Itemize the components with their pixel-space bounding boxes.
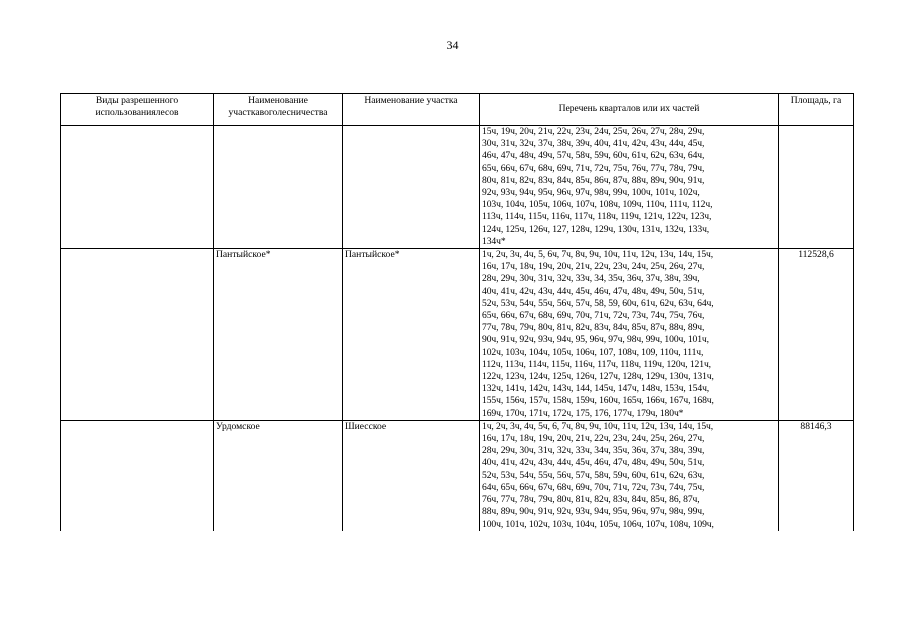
cell-site: Пантыйское* — [343, 249, 480, 421]
quarters-line: 155ч, 156ч, 157ч, 158ч, 159ч, 160ч, 165ч, 166ч, 167ч, 168ч, — [482, 395, 714, 407]
quarters-line: 122ч, 123ч, 124ч, 125ч, 126ч, 127ч, 128ч, 129ч, 130ч, 131ч, — [482, 371, 714, 383]
header-area: Площадь, га — [779, 94, 854, 126]
quarters-line: 15ч, 19ч, 20ч, 21ч, 22ч, 23ч, 24ч, 25ч, 26ч, 27ч, 28ч, 29ч, — [482, 126, 705, 137]
quarters-line: 1ч, 2ч, 3ч, 4ч, 5, 6ч, 7ч, 8ч, 9ч, 10ч, 11ч, 12ч, 13ч, 14ч, 15ч, — [482, 249, 714, 261]
quarters-line: 28ч, 29ч, 30ч, 31ч, 32ч, 33ч, 34ч, 35ч, 36ч, 37ч, 38ч, 39ч, — [482, 445, 705, 457]
quarters-line: 76ч, 77ч, 78ч, 79ч, 80ч, 81ч, 82ч, 83ч, 84ч, 85ч, 86, 87ч, — [482, 494, 700, 506]
cell-use-type — [61, 420, 214, 530]
table-row — [61, 126, 854, 249]
quarters-line: 132ч, 141ч, 142ч, 143ч, 144, 145ч, 147ч, 148ч, 153ч, 154ч, — [482, 383, 710, 395]
quarters-line: 169ч, 170ч, 171ч, 172ч, 175, 176, 177ч, 179ч, 180ч* — [482, 407, 684, 419]
cell-quarters — [480, 249, 779, 421]
header-quarters: Перечень кварталов или их частей — [480, 94, 779, 126]
quarters-line: 102ч, 103ч, 104ч, 105ч, 106ч, 107, 108ч, 109, 110ч, 111ч, — [482, 346, 704, 358]
quarters-line: 64ч, 65ч, 66ч, 67ч, 68ч, 69ч, 70ч, 71ч, 72ч, 73ч, 74ч, 75ч, — [482, 481, 705, 493]
header-use-type: Виды разрешенного использованиялесов — [61, 94, 214, 126]
cell-site — [343, 126, 480, 249]
header-site: Наименование участка — [343, 94, 480, 126]
cell-area — [779, 126, 854, 249]
cell-area: 88146,3 — [779, 420, 854, 530]
quarters-line: 124ч, 125ч, 126ч, 127, 128ч, 129ч, 130ч, 131ч, 132ч, 133ч, — [482, 223, 710, 235]
cell-forestry — [214, 126, 343, 249]
cell-forestry: Урдомское — [214, 420, 343, 530]
cell-area: 112528,6 — [779, 249, 854, 421]
page-number: 34 — [446, 38, 459, 52]
cell-site: Шиесское — [343, 420, 480, 530]
quarters-line: 90ч, 91ч, 92ч, 93ч, 94ч, 95, 96ч, 97ч, 98ч, 99ч, 100ч, 101ч, — [482, 334, 709, 346]
table-header-row — [61, 94, 854, 126]
quarters-line: 134ч* — [482, 235, 506, 247]
quarters-line: 46ч, 47ч, 48ч, 49ч, 57ч, 58ч, 59ч, 60ч, 61ч, 62ч, 63ч, 64ч, — [482, 150, 705, 162]
quarters-line: 77ч, 78ч, 79ч, 80ч, 81ч, 82ч, 83ч, 84ч, 85ч, 87ч, 88ч, 89ч, — [482, 322, 705, 334]
quarters-line: 112ч, 113ч, 114ч, 115ч, 116ч, 117ч, 118ч, 119ч, 120ч, 121ч, — [482, 358, 711, 370]
quarters-line: 16ч, 17ч, 18ч, 19ч, 20ч, 21ч, 22ч, 23ч, 24ч, 25ч, 26ч, 27ч, — [482, 261, 705, 273]
quarters-line: 113ч, 114ч, 115ч, 116ч, 117ч, 118ч, 119ч, 121ч, 122ч, 123ч, — [482, 211, 712, 223]
forest-use-table — [60, 93, 854, 531]
quarters-line: 1ч, 2ч, 3ч, 4ч, 5ч, 6, 7ч, 8ч, 9ч, 10ч, 11ч, 12ч, 13ч, 14ч, 15ч, — [482, 420, 714, 432]
quarters-line: 28ч, 29ч, 30ч, 31ч, 32ч, 33ч, 34, 35ч, 36ч, 37ч, 38ч, 39ч, — [482, 273, 700, 285]
quarters-line: 52ч, 53ч, 54ч, 55ч, 56ч, 57ч, 58, 59, 60ч, 61ч, 62ч, 63ч, 64ч, — [482, 297, 714, 309]
quarters-line: 40ч, 41ч, 42ч, 43ч, 44ч, 45ч, 46ч, 47ч, 48ч, 49ч, 50ч, 51ч, — [482, 285, 705, 297]
quarters-line: 103ч, 104ч, 105ч, 106ч, 107ч, 108ч, 109ч, 110ч, 111ч, 112ч, — [482, 199, 713, 211]
quarters-line: 30ч, 31ч, 32ч, 37ч, 38ч, 39ч, 40ч, 41ч, 42ч, 43ч, 44ч, 45ч, — [482, 138, 705, 150]
quarters-line: 88ч, 89ч, 90ч, 91ч, 92ч, 93ч, 94ч, 95ч, 96ч, 97ч, 98ч, 99ч, — [482, 506, 705, 518]
quarters-line: 92ч, 93ч, 94ч, 95ч, 96ч, 97ч, 98ч, 99ч, 100ч, 101ч, 102ч, — [482, 187, 700, 199]
quarters-line: 16ч, 17ч, 18ч, 19ч, 20ч, 21ч, 22ч, 23ч, 24ч, 25ч, 26ч, 27ч, — [482, 433, 705, 445]
table-row — [61, 249, 854, 421]
cell-quarters — [480, 420, 779, 530]
quarters-line: 65ч, 66ч, 67ч, 68ч, 69ч, 71ч, 72ч, 75ч, 76ч, 77ч, 78ч, 79ч, — [482, 162, 705, 174]
table-row — [61, 420, 854, 530]
quarters-line: 80ч, 81ч, 82ч, 83ч, 84ч, 85ч, 86ч, 87ч, 88ч, 89ч, 90ч, 91ч, — [482, 174, 705, 186]
cell-forestry: Пантыйское* — [214, 249, 343, 421]
cell-quarters — [480, 126, 779, 249]
header-forestry: Наименование участкавоголесничества — [214, 94, 343, 126]
quarters-line: 52ч, 53ч, 54ч, 55ч, 56ч, 57ч, 58ч, 59ч, 60ч, 61ч, 62ч, 63ч, — [482, 469, 705, 481]
cell-use-type — [61, 249, 214, 421]
quarters-line: 40ч, 41ч, 42ч, 43ч, 44ч, 45ч, 46ч, 47ч, 48ч, 49ч, 50ч, 51ч, — [482, 457, 705, 469]
quarters-line: 65ч, 66ч, 67ч, 68ч, 69ч, 70ч, 71ч, 72ч, 73ч, 74ч, 75ч, 76ч, — [482, 310, 705, 322]
cell-use-type — [61, 126, 214, 249]
quarters-line: 100ч, 101ч, 102ч, 103ч, 104ч, 105ч, 106ч, 107ч, 108ч, 109ч, — [482, 518, 714, 530]
